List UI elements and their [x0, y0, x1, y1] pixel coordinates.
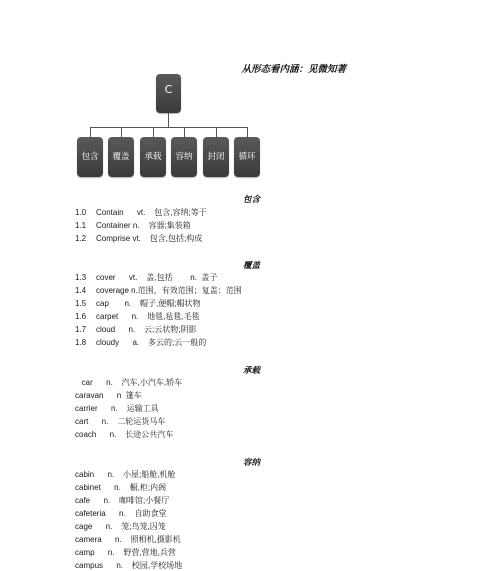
item-text: campus n. 校园,学校场地 [75, 561, 183, 570]
item-text: coverage n.范围，有效范围；复盖：范围 [96, 286, 242, 295]
item-text: cloud n. 云;云状物;阴影 [96, 325, 197, 334]
list-item [75, 482, 166, 493]
item-text: caravan n 篷车 [75, 391, 142, 400]
list-item [75, 534, 181, 545]
list-item [75, 285, 242, 296]
item-text: cap n. 帽子,便帽;帽状物 [96, 299, 201, 308]
branch-node-cycle: 循环 [234, 137, 260, 177]
list-item [75, 547, 176, 558]
item-text: camera n. 照相机,摄影机 [75, 535, 181, 544]
branch-node-enclose: 封闭 [203, 137, 229, 177]
list-item [75, 220, 191, 231]
item-number: 1.1 [75, 221, 87, 230]
tree-crossbar [90, 127, 248, 128]
item-number: 1.5 [75, 299, 87, 308]
item-number: 1.2 [75, 234, 87, 243]
list-item [75, 298, 200, 309]
list-item [75, 390, 142, 401]
list-item [75, 495, 169, 506]
list-item [75, 207, 207, 218]
item-text: cloudy a. 多云的;云一般的 [96, 338, 207, 347]
tree-drop [90, 127, 91, 137]
branch-node-hold: 容纳 [171, 137, 197, 177]
list-item [75, 337, 206, 348]
item-text: cafeteria n. 自助食堂 [75, 509, 167, 518]
branch-node-carry: 承载 [140, 137, 166, 177]
list-item [75, 469, 175, 480]
item-number: 1.6 [75, 312, 87, 321]
item-text: coach n. 长途公共汽车 [75, 430, 174, 439]
branch-node-cover: 覆盖 [108, 137, 134, 177]
item-text: cage n. 笼;鸟笼,囚笼 [75, 522, 166, 531]
list-item [75, 416, 165, 427]
item-text: cafe n. 咖啡馆;小餐厅 [75, 496, 170, 505]
tree-drop [247, 127, 248, 137]
list-item [75, 324, 196, 335]
item-number: 1.0 [75, 208, 87, 217]
item-text: carpet n. 地毯,毡毯,毛毯 [96, 312, 200, 321]
item-text: car n. 汽车,小汽车,轿车 [75, 378, 183, 387]
list-item [75, 377, 182, 388]
list-item [75, 429, 173, 440]
list-item [75, 403, 159, 414]
item-text: cart n. 二轮运货马车 [75, 417, 166, 426]
item-text: carrier n. 运输工具 [75, 404, 159, 413]
item-text: cabinet n. 橱,柜;内阁 [75, 483, 167, 492]
tree-drop [216, 127, 217, 137]
item-number: 1.8 [75, 338, 87, 347]
branch-node-contain: 包含 [77, 137, 103, 177]
item-number: 1.4 [75, 286, 87, 295]
list-item [75, 508, 167, 519]
section-heading: 包含 [242, 195, 260, 205]
section-heading: 容纳 [242, 458, 260, 468]
list-item [75, 521, 166, 532]
section-heading: 承载 [242, 366, 260, 376]
item-number: 1.3 [75, 273, 87, 282]
item-text: cover vt. 盖,包括 n. 盖子 [96, 273, 218, 282]
list-item [75, 311, 200, 322]
item-text: Container n. 容器;集装箱 [96, 221, 191, 230]
item-text: cabin n. 小屋;船舱,机舱 [75, 470, 176, 479]
page-title: 从形态看内涵：见微知著 [241, 64, 346, 75]
tree-drop [121, 127, 122, 137]
list-item [75, 233, 202, 244]
tree-drop [153, 127, 154, 137]
item-text: camp n. 野营,营地,兵营 [75, 548, 176, 557]
list-item [75, 272, 217, 283]
section-heading: 覆盖 [242, 261, 260, 271]
item-text: Contain vt. 包含,容纳;等于 [96, 208, 207, 217]
root-node: C [156, 74, 181, 113]
concept-tree [0, 0, 500, 190]
item-number: 1.7 [75, 325, 87, 334]
item-text: Comprise vt. 包含,包括;构成 [96, 234, 203, 243]
tree-stem [168, 113, 169, 127]
tree-drop [184, 127, 185, 137]
